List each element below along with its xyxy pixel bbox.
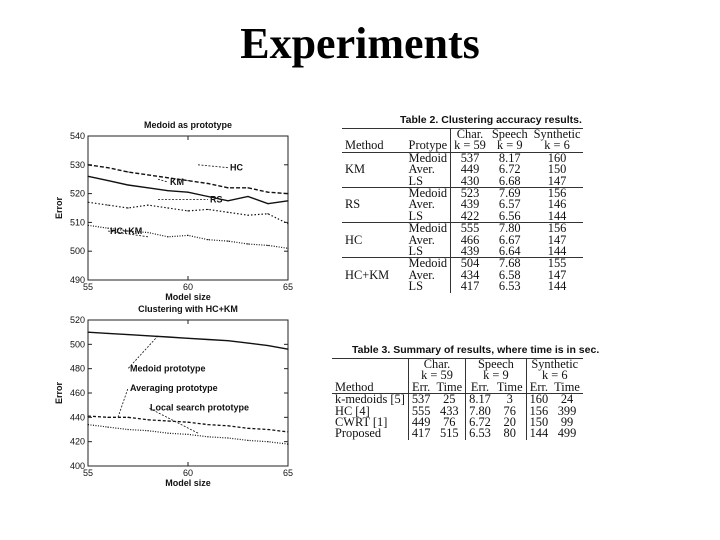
annotation-leader (198, 165, 228, 168)
data-point (167, 190, 168, 191)
y-tick-label: 460 (69, 388, 85, 398)
t2-cell-speech: 7.69 (498, 186, 521, 201)
t2-cell-synth: 156 (547, 221, 567, 236)
t2-cell-method (342, 281, 406, 292)
t3-cell-value: 99 (560, 415, 574, 430)
data-point (227, 425, 228, 426)
t2-cell-synth: 146 (547, 197, 567, 212)
annotation-leader (118, 388, 128, 417)
t3-k-synth: k = 6 (526, 370, 583, 381)
t2-cell-method (342, 211, 406, 223)
data-point (167, 433, 168, 434)
y-tick-label: 520 (69, 315, 85, 325)
chart-title: Medoid as prototype (143, 120, 233, 130)
t3-cell-method: k-medoids [5] (335, 392, 405, 407)
t2-cell-char: 422 (451, 211, 489, 223)
t2-cell-char: 449 (451, 164, 489, 175)
data-point (267, 192, 268, 193)
data-point (147, 232, 148, 233)
t2-cell-char: 439 (451, 246, 489, 258)
series-annotation: Medoid prototype (130, 363, 206, 374)
t2-cell-method: HC+KM (345, 267, 390, 282)
x-tick-label: 65 (282, 468, 294, 478)
t2-cell-speech: 7.80 (498, 221, 521, 236)
data-point (207, 183, 208, 184)
t3-cell-method: CWRT [1] (335, 415, 388, 430)
t3-h-time-speech: Time (496, 379, 523, 394)
data-point (227, 200, 228, 201)
t2-cell-char: 523 (451, 188, 489, 200)
t3-group-speech: Speech (466, 359, 526, 371)
x-tick-label: 60 (182, 282, 194, 292)
series-annotation: RS (210, 194, 223, 205)
y-tick-label: 510 (69, 217, 85, 228)
t2-cell-method: RS (345, 197, 361, 212)
t2-cell-proto: LS (408, 244, 424, 259)
series-line-medoid-prototype (88, 332, 288, 349)
t2-cell-proto: LS (408, 208, 424, 223)
t3-cell-value: 433 (440, 403, 459, 418)
t3-cell-value: 7.80 (466, 406, 494, 417)
t2-cell-proto: Medoid (408, 221, 448, 236)
chart-clustering-with-hckm (50, 300, 310, 490)
t2-cell-char: 430 (451, 176, 489, 188)
data-point (187, 422, 188, 423)
t3-group-synth: Synthetic (526, 359, 583, 371)
data-point (247, 243, 248, 244)
data-point (227, 212, 228, 213)
data-point (287, 349, 288, 350)
data-point (287, 223, 288, 224)
table3-grid (332, 358, 583, 440)
t2-h2-proto: Protype (408, 138, 448, 153)
data-point (207, 196, 208, 197)
data-point (227, 437, 228, 438)
t3-cell-value: 537 (408, 394, 433, 406)
data-point (147, 419, 148, 420)
series-line-averaging-prototype (88, 416, 288, 432)
t3-k-char: k = 59 (408, 370, 465, 381)
table3-row (332, 428, 583, 439)
t2-h1-speech: Speech (491, 127, 528, 141)
t3-cell-value: 80 (503, 426, 516, 441)
t2-cell-method: KM (345, 162, 365, 177)
t2-cell-synth: 160 (547, 150, 567, 165)
data-point (87, 176, 88, 177)
data-point (247, 196, 248, 197)
t3-cell-value: 156 (526, 406, 551, 417)
data-point (127, 184, 128, 185)
t2-cell-speech: 8.17 (498, 150, 521, 165)
t3-group-char: Char. (408, 359, 465, 371)
data-point (167, 336, 168, 337)
x-axis-label: Model size (165, 478, 211, 488)
t3-cell-value: 515 (440, 426, 459, 441)
data-point (107, 426, 108, 427)
t2-cell-synth: 147 (547, 267, 567, 282)
t3-cell-value: 449 (408, 417, 433, 428)
data-point (287, 200, 288, 201)
t3-h-err-char: Err. (408, 382, 433, 394)
x-tick-label: 60 (182, 468, 194, 478)
series-annotation: KM (170, 177, 184, 188)
t3-cell-value: 8.17 (466, 394, 494, 406)
data-point (247, 187, 248, 188)
t2-cell-char: 466 (451, 235, 489, 246)
data-point (207, 209, 208, 210)
data-point (247, 440, 248, 441)
t3-k-speech: k = 9 (466, 370, 526, 381)
y-axis-label: Error (54, 196, 64, 220)
t3-h-time-synth: Time (554, 379, 580, 394)
t2-h2-char: k = 59 (451, 140, 489, 152)
t3-cell-value: 3 (506, 392, 513, 407)
series-annotation: HC+KM (110, 226, 143, 237)
t2-cell-proto: Aver. (408, 197, 435, 212)
t3-cell-value: 555 (408, 406, 433, 417)
x-axis-label: Model size (165, 292, 211, 302)
data-point (147, 187, 148, 188)
t3-cell-method: HC [4] (335, 403, 370, 418)
y-axis-label: Error (54, 381, 64, 405)
data-point (107, 417, 108, 418)
y-tick-label: 480 (69, 363, 85, 374)
t2-cell-char: 555 (451, 223, 489, 235)
data-point (187, 180, 188, 181)
data-point (287, 193, 288, 194)
y-tick-label: 400 (69, 461, 85, 471)
t2-cell-proto: LS (408, 173, 424, 188)
t3-cell-value: 160 (526, 394, 551, 406)
t2-cell-speech: 6.68 (498, 173, 521, 188)
t2-cell-synth: 147 (547, 173, 567, 188)
t2-cell-synth: 144 (547, 279, 567, 294)
t2-cell-speech: 6.56 (498, 208, 521, 223)
data-point (127, 429, 128, 430)
table2-grid (342, 128, 583, 293)
data-point (267, 213, 268, 214)
table2-caption: Table 2. Clustering accuracy results. (400, 114, 582, 126)
data-point (127, 207, 128, 208)
t3-cell-value: 24 (560, 392, 574, 407)
data-point (87, 416, 88, 417)
chart-medoid-as-prototype (50, 112, 310, 302)
data-point (107, 180, 108, 181)
t2-cell-char: 504 (451, 258, 489, 270)
data-point (207, 339, 208, 340)
t2-h2-speech: k = 9 (496, 138, 523, 153)
t2-cell-speech: 7.68 (498, 256, 521, 271)
y-tick-label: 500 (69, 246, 85, 257)
t3-cell-method: Proposed (335, 426, 382, 441)
t3-cell-value: 25 (443, 392, 456, 407)
series-annotation: Averaging prototype (130, 383, 218, 394)
t2-cell-synth: 156 (547, 186, 567, 201)
t2-cell-speech: 6.72 (498, 162, 521, 177)
data-point (187, 210, 188, 211)
data-point (147, 205, 148, 206)
y-tick-label: 490 (69, 275, 85, 285)
t3-cell-value: 76 (443, 415, 456, 430)
table3-caption: Table 3. Summary of results, where time is in sec. (352, 344, 600, 356)
x-tick-label: 55 (82, 282, 94, 292)
t2-cell-proto: Medoid (408, 186, 448, 201)
data-point (107, 333, 108, 334)
data-point (207, 436, 208, 437)
data-point (287, 444, 288, 445)
data-point (247, 215, 248, 216)
t3-cell-value: 499 (557, 426, 577, 441)
data-point (167, 207, 168, 208)
data-point (167, 177, 168, 178)
table3 (332, 344, 599, 440)
y-tick-label: 420 (69, 436, 85, 447)
x-tick-label: 55 (82, 468, 94, 478)
t2-h1-char: Char. (451, 129, 489, 141)
data-point (147, 335, 148, 336)
t2-cell-speech: 6.53 (498, 279, 521, 294)
t3-h-method: Method (335, 379, 374, 394)
t3-cell-value: 150 (526, 417, 551, 428)
t2-cell-proto: LS (408, 279, 424, 294)
t2-cell-char: 439 (451, 199, 489, 210)
y-tick-label: 540 (69, 131, 85, 141)
data-point (87, 424, 88, 425)
data-point (287, 431, 288, 432)
t3-cell-value: 20 (503, 415, 516, 430)
y-tick-label: 440 (69, 412, 85, 423)
data-point (127, 334, 128, 335)
t2-cell-proto: Aver. (408, 267, 435, 282)
data-point (267, 203, 268, 204)
t2-cell-speech: 6.57 (498, 197, 521, 212)
data-point (267, 441, 268, 442)
t2-cell-synth: 150 (547, 162, 567, 177)
t2-cell-method (342, 246, 406, 258)
t2-cell-speech: 6.58 (498, 267, 521, 282)
data-point (187, 192, 188, 193)
data-point (287, 248, 288, 249)
table2-row (342, 281, 583, 292)
data-point (227, 241, 228, 242)
data-point (107, 205, 108, 206)
t2-cell-proto: Medoid (408, 150, 448, 165)
data-point (107, 228, 108, 229)
data-point (87, 225, 88, 226)
t2-h2-method: Method (345, 138, 384, 153)
data-point (107, 167, 108, 168)
t2-cell-char: 434 (451, 270, 489, 281)
data-point (167, 420, 168, 421)
t3-cell-value: 417 (408, 428, 433, 439)
data-point (147, 174, 148, 175)
data-point (207, 424, 208, 425)
series-line-rs (88, 202, 288, 224)
t2-cell-speech: 6.64 (498, 244, 521, 259)
slide-title: Experiments (240, 19, 480, 68)
t3-h-err-speech: Err. (466, 382, 494, 394)
data-point (267, 245, 268, 246)
data-point (87, 332, 88, 333)
data-point (147, 430, 148, 431)
t2-cell-method: HC (345, 232, 363, 247)
plot-frame (88, 136, 288, 280)
t2-h1-synth: Synthetic (533, 127, 581, 141)
t3-cell-value: 6.53 (466, 428, 494, 439)
t2-cell-synth: 147 (547, 232, 567, 247)
t3-h-blank (332, 359, 408, 371)
data-point (127, 171, 128, 172)
x-tick-label: 65 (282, 282, 294, 292)
data-point (87, 164, 88, 165)
t3-cell-value: 144 (526, 428, 551, 439)
t2-cell-synth: 144 (547, 208, 567, 223)
chart-title: Clustering with HC+KM (138, 304, 238, 314)
table2 (342, 114, 583, 293)
t2-cell-synth: 144 (547, 244, 567, 259)
t2-cell-method (342, 176, 406, 188)
t3-cell-value: 399 (557, 403, 577, 418)
t3-h-time-char: Time (436, 379, 463, 394)
t2-cell-char: 537 (451, 152, 489, 164)
t2-h2-synth: k = 6 (544, 138, 570, 153)
t2-cell-char: 417 (451, 281, 489, 292)
y-tick-label: 530 (69, 159, 85, 170)
data-point (267, 429, 268, 430)
t2-cell-proto: Aver. (408, 232, 435, 247)
annotation-leader (158, 179, 168, 182)
data-point (127, 417, 128, 418)
data-point (227, 187, 228, 188)
data-point (167, 236, 168, 237)
y-tick-label: 520 (69, 188, 85, 199)
data-point (187, 338, 188, 339)
series-annotation: HC (230, 162, 243, 173)
data-point (87, 202, 88, 203)
data-point (207, 239, 208, 240)
t3-cell-value: 76 (503, 403, 516, 418)
series-line-hc (88, 162, 288, 194)
data-point (187, 235, 188, 236)
data-point (247, 343, 248, 344)
data-point (187, 434, 188, 435)
y-tick-label: 500 (69, 339, 85, 350)
data-point (227, 340, 228, 341)
t2-cell-proto: Aver. (408, 162, 435, 177)
t3-h-err-synth: Err. (526, 382, 551, 394)
series-annotation: Local search prototype (150, 402, 250, 413)
data-point (247, 428, 248, 429)
data-point (267, 345, 268, 346)
t2-cell-synth: 155 (547, 256, 567, 271)
t2-cell-proto: Medoid (408, 256, 448, 271)
t2-cell-speech: 6.67 (498, 232, 521, 247)
t3-cell-value: 6.72 (466, 417, 494, 428)
